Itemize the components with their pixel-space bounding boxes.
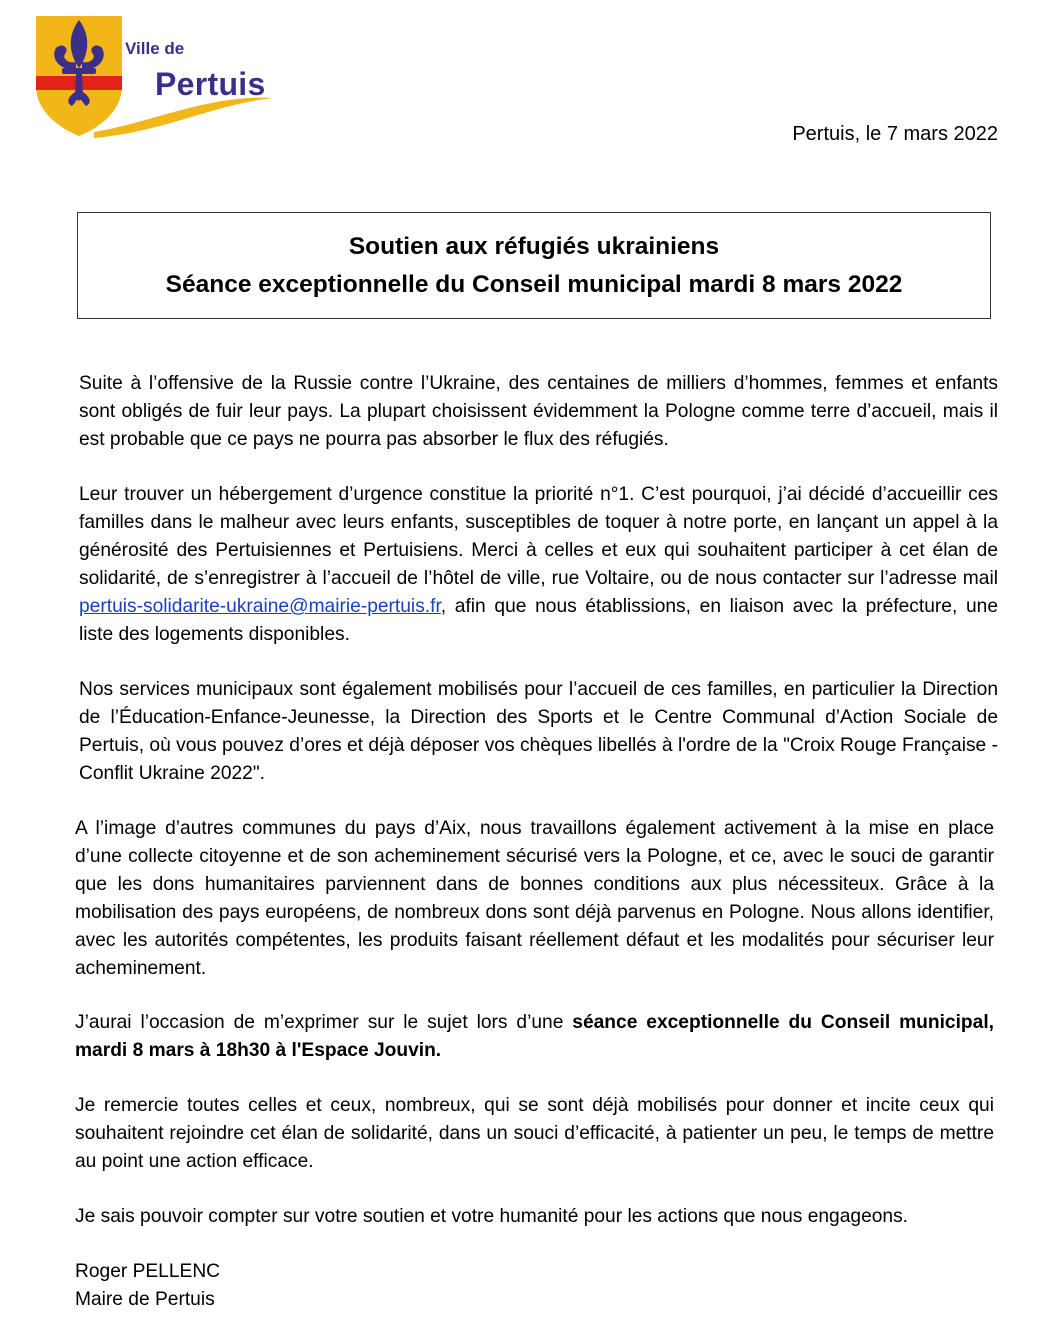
signature bbox=[75, 1258, 475, 1314]
paragraph-2 bbox=[79, 481, 998, 649]
paragraph-4: A l’image d’autres communes du pays d’Aix, nous travaillons également activement à la mise en place d’une collecte citoyenne et de son acheminement sécurisé vers la Pologne, et ce, avec le souci de garantir que les dons humanitaires parviennent dans de bonnes conditions aux plus nécessiteux. Grâce à la mobilisation des pays européens, de nombreux dons sont déjà parvenus en Pologne. Nous allons identifier, avec les autorités compétentes, les produits faisant réellement défaut et les modalités pour sécuriser leur acheminement. bbox=[75, 818, 994, 979]
paragraph-7: Je sais pouvoir compter sur votre soutien et votre humanité pour les actions que nous engageons. bbox=[75, 1206, 909, 1227]
email-link[interactable]: pertuis-solidarite-ukraine@mairie-pertuis.fr bbox=[79, 596, 441, 617]
title-box bbox=[77, 212, 991, 319]
title-line-2: Séance exceptionnelle du Conseil municipal mardi 8 mars 2022 bbox=[165, 270, 903, 298]
paragraph-5-bold: séance exceptionnelle du Conseil municipal, mardi 8 mars à 18h30 à l'Espace Jouvin. bbox=[75, 1012, 994, 1061]
paragraph-2-text: Leur trouver un hébergement d’urgence constitue la priorité n°1. C’est pourquoi, j’ai décidé d’accueillir ces familles dans le malheur avec leurs enfants, susceptibles de toquer à notre porte, en lançant un appel à la générosité des Pertuisiennes et Pertuisiens. Merci à celles et eux qui souhaitent participer à cet élan de solidarité, de s’enregistrer à l’accueil de l’hôtel de ville, rue Voltaire, ou de nous contacter sur l’adresse mail bbox=[79, 484, 998, 589]
signature-role: Maire de Pertuis bbox=[75, 1289, 215, 1310]
paragraph-6: Je remercie toutes celles et ceux, nombreux, qui se sont déjà mobilisés pour donner et incite ceux qui souhaitent rejoindre cet élan de solidarité, dans un souci d’efficacité, à patienter un peu, le temps de mettre au point une action efficace. bbox=[75, 1095, 994, 1172]
logo-text-pertuis: Pertuis bbox=[155, 66, 266, 102]
paragraph-5 bbox=[75, 1009, 994, 1065]
paragraph-1: Suite à l’offensive de la Russie contre l’Ukraine, des centaines de milliers d’hommes, femmes et enfants sont obligés de fuir leur pays. La plupart choisissent évidemment la Pologne comme terre d’accueil, mais il est probable que ce pays ne pourra pas absorber le flux des réfugiés. bbox=[79, 373, 998, 450]
paragraph-3: Nos services municipaux sont également mobilisés pour l’accueil de ces familles, en particulier la Direction de l’Éducation-Enfance-Jeunesse, la Direction des Sports et le Centre Communal d’Action Sociale de Pertuis, où vous pouvez d’ores et déjà déposer vos chèques libellés à l'ordre de la "Croix Rouge Française - Conflit Ukraine 2022". bbox=[79, 679, 998, 784]
letter-date: Pertuis, le 7 mars 2022 bbox=[792, 123, 998, 145]
paragraph-2-text-end: , afin que nous établissions, en liaison avec la préfecture, une liste des logements disponibles. bbox=[79, 596, 998, 645]
paragraph-5-text: J’aurai l’occasion de m’exprimer sur le sujet lors d’une bbox=[75, 1012, 573, 1033]
city-logo bbox=[34, 14, 284, 140]
logo-text-ville-de: Ville de bbox=[125, 39, 185, 58]
signature-name: Roger PELLENC bbox=[75, 1261, 221, 1282]
title-line-1: Soutien aux réfugiés ukrainiens bbox=[348, 232, 720, 260]
